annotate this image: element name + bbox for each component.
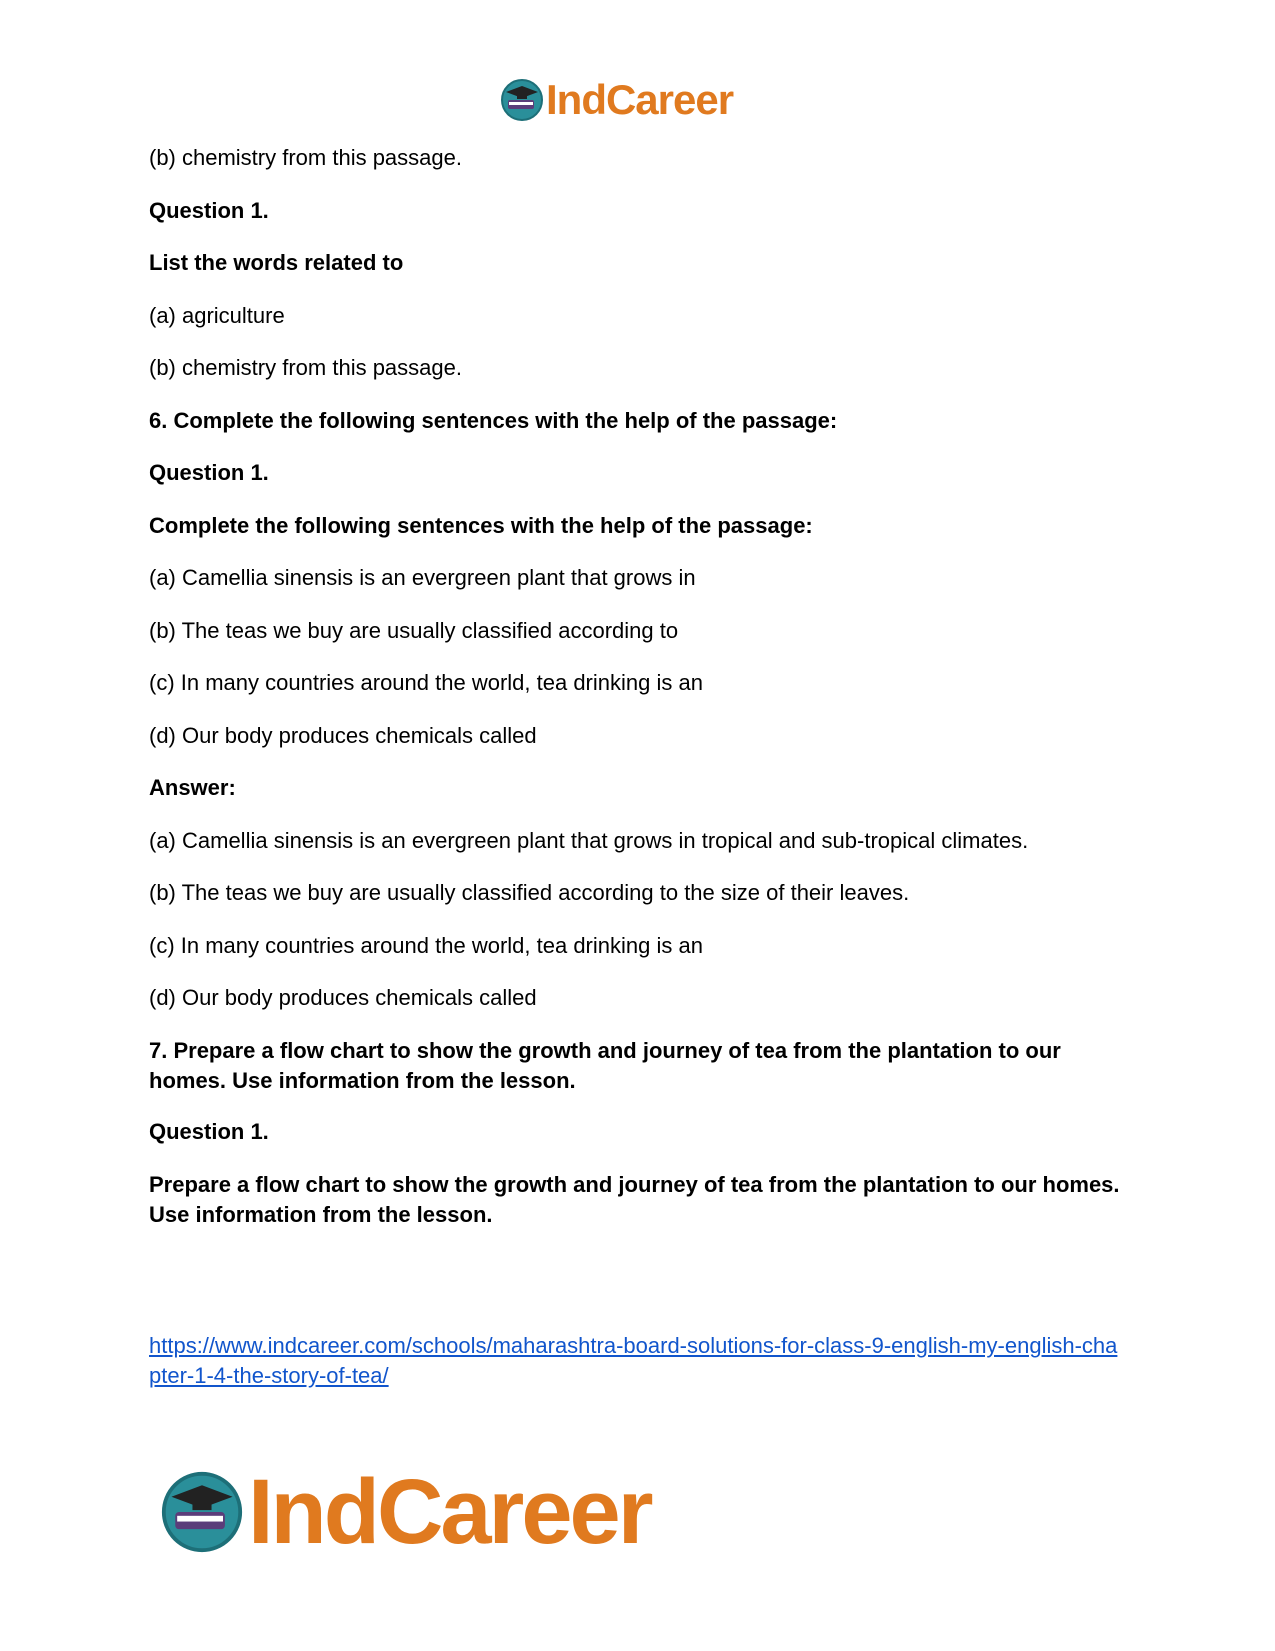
text-line: (a) Camellia sinensis is an evergreen plant that grows in <box>149 565 696 590</box>
text-line: (b) The teas we buy are usually classified according to <box>149 618 679 643</box>
graduation-cap-book-globe-icon <box>160 1470 244 1554</box>
question-heading: Question 1. <box>149 460 269 485</box>
logo-wordmark: IndCareer <box>248 1461 651 1563</box>
question-text: Prepare a flow chart to show the growth and journey of tea from the plantation to our homes. Use information from the lesson. <box>149 1172 1120 1227</box>
question-heading: Question 1. <box>149 1119 269 1144</box>
question-text: Complete the following sentences with the help of the passage: <box>149 513 813 538</box>
answer-line: (b) The teas we buy are usually classified according to the size of their leaves. <box>149 880 910 905</box>
question-text: List the words related to <box>149 250 404 275</box>
text-line: (b) chemistry from this passage. <box>149 355 462 380</box>
text-line: (d) Our body produces chemicals called <box>149 723 537 748</box>
source-url-link[interactable]: https://www.indcareer.com/schools/maharashtra-board-solutions-for-class-9-english-my-english-chapter-1-4-the-story-of-tea/ <box>149 1333 1118 1388</box>
text-line: (b) chemistry from this passage. <box>149 145 462 170</box>
answer-line: (c) In many countries around the world, tea drinking is an <box>149 933 703 958</box>
graduation-cap-book-globe-icon <box>500 78 544 122</box>
answer-line: (a) Camellia sinensis is an evergreen plant that grows in tropical and sub-tropical climates. <box>149 828 1029 853</box>
section-heading: 7. Prepare a flow chart to show the growth and journey of tea from the plantation to our homes. Use information from the lesson. <box>149 1038 1061 1093</box>
section-heading: 6. Complete the following sentences with the help of the passage: <box>149 408 838 433</box>
footer-logo <box>160 1461 651 1563</box>
text-line: (a) agriculture <box>149 303 285 328</box>
answer-heading: Answer: <box>149 775 236 800</box>
answer-line: (d) Our body produces chemicals called <box>149 985 537 1010</box>
logo-wordmark: IndCareer <box>546 76 734 123</box>
question-heading: Question 1. <box>149 198 269 223</box>
header-logo <box>500 78 733 122</box>
text-line: (c) In many countries around the world, tea drinking is an <box>149 670 703 695</box>
